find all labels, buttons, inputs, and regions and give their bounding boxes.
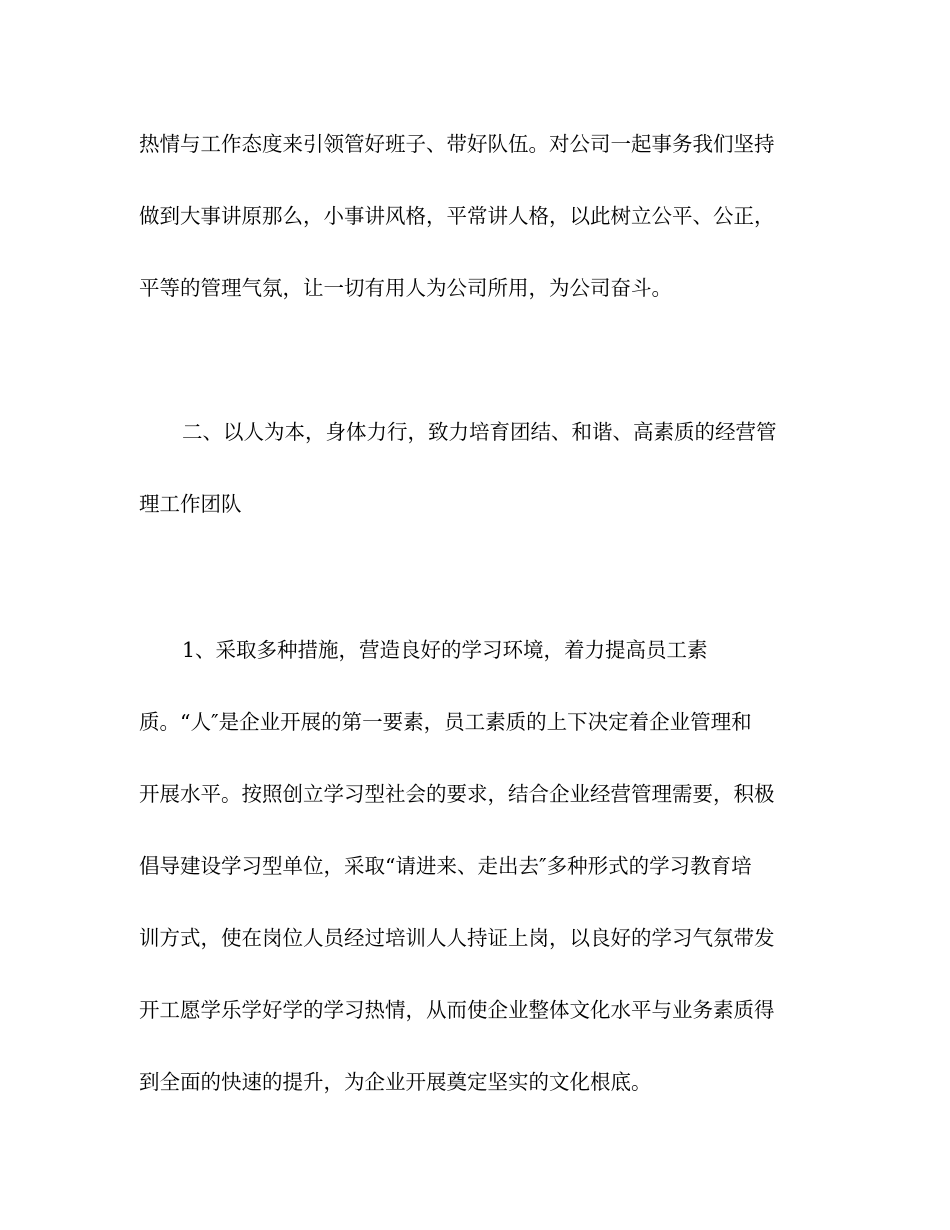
heading-line: 理工作团队 [139,492,242,516]
text-line: 做到大事讲原那么，小事讲风格，平常讲人格，以此树立公平、公正， [139,204,775,228]
text-line: 倡导建设学习型单位，采取“请进来、走出去″多种形式的学习教育培 [139,854,752,878]
text-line: 开工愿学乐学好学的学习热情，从而使企业整体文化水平与业务素质得 [139,998,775,1022]
text-line: 平等的管理气氛，让一切有用人为公司所用，为公司奋斗。 [139,276,672,300]
text-line: 质。“人″是企业开展的第一要素，员工素质的上下决定着企业管理和 [139,710,752,734]
text-line: 热情与工作态度来引领管好班子、带好队伍。对公司一起事务我们坚持 [139,132,775,156]
text-line: 开展水平。按照创立学习型社会的要求，结合企业经营管理需要，积极 [139,782,775,806]
text-line: 到全面的快速的提升，为企业开展奠定坚实的文化根底。 [139,1070,652,1094]
text-line: 训方式，使在岗位人员经过培训人人持证上岗，以良好的学习气氛带发 [139,926,775,950]
text-line: 1、采取多种措施，营造良好的学习环境，着力提高员工素 [182,638,708,662]
heading-line: 二、以人为本，身体力行，致力培育团结、和谐、高素质的经营管 [182,420,777,444]
